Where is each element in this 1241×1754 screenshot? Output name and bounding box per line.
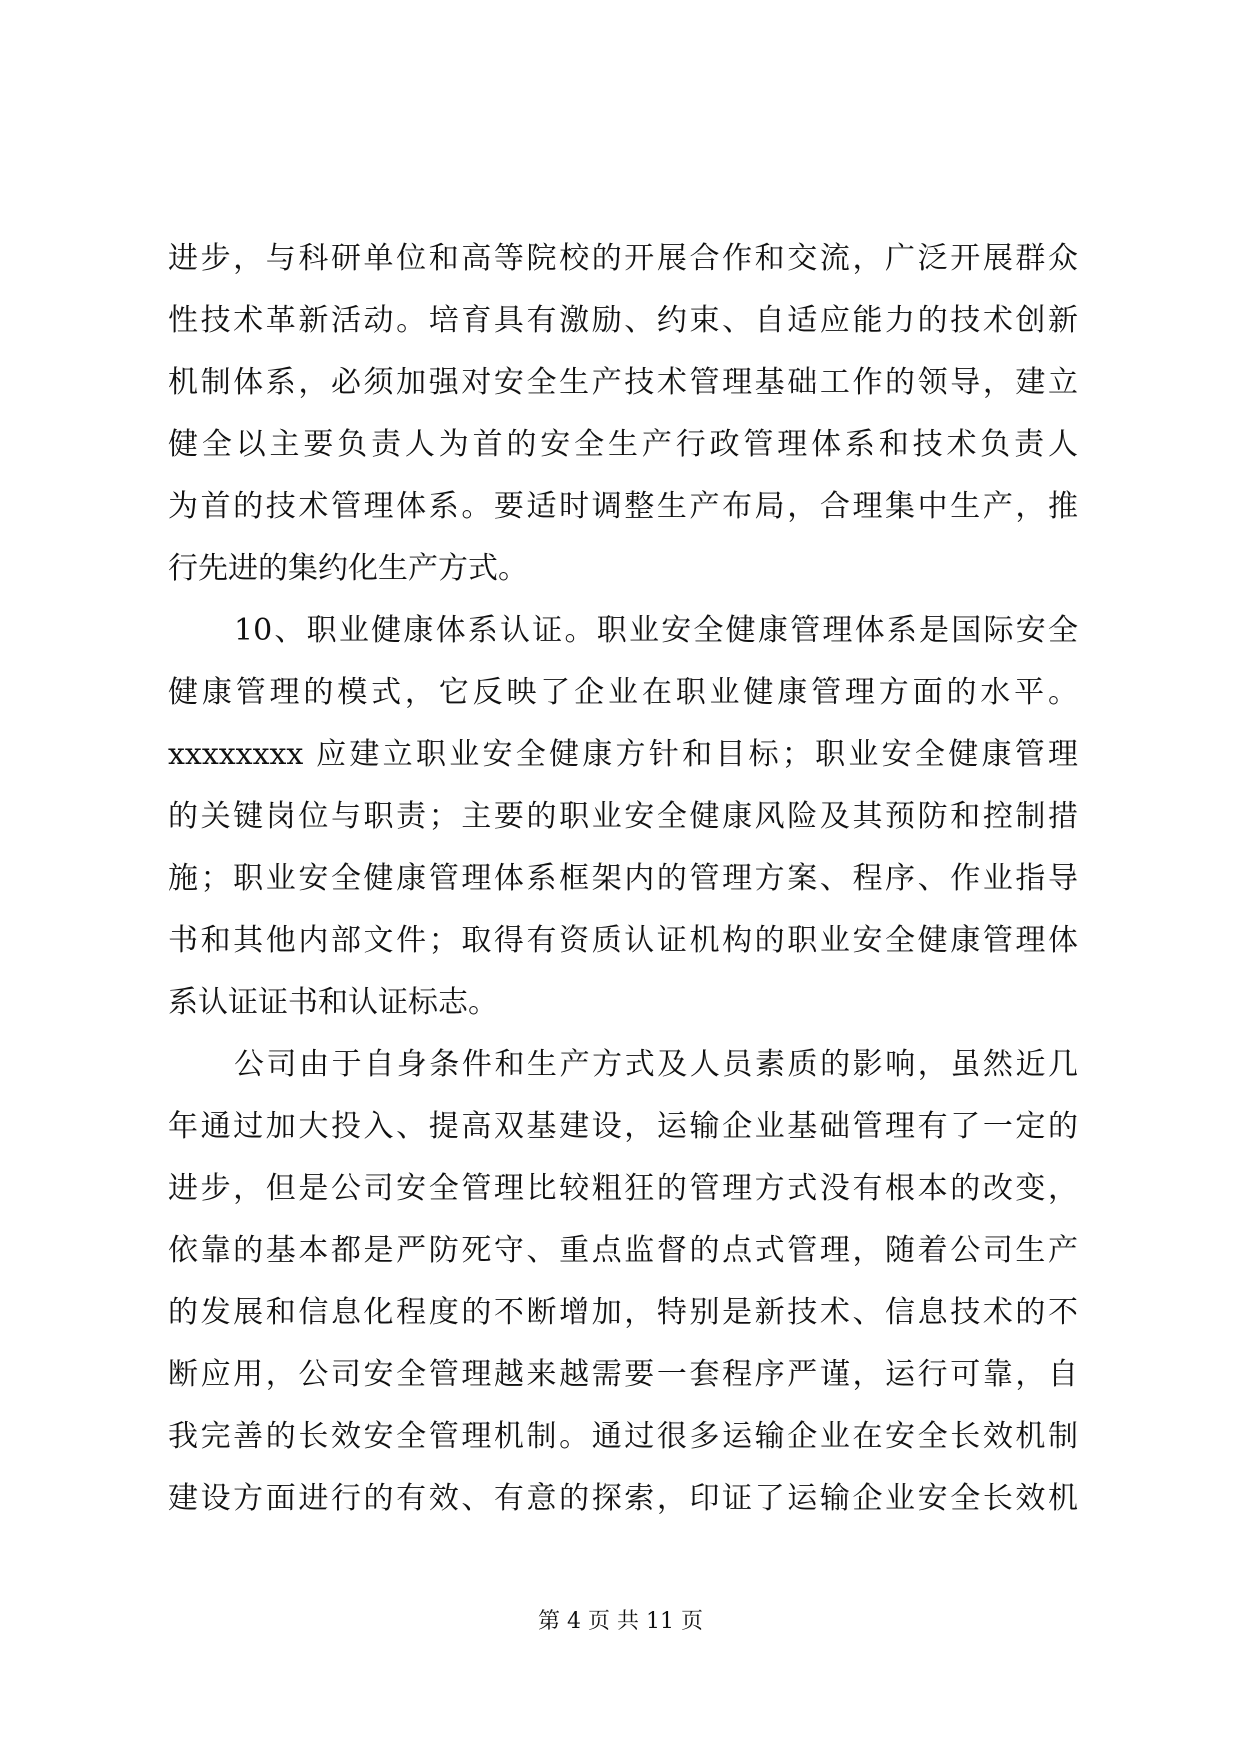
paragraph-2-line-2: 健康管理的模式，它反映了企业在职业健康管理方面的水平。 <box>168 675 1078 710</box>
paragraph-3-line-1: 公司由于自身条件和生产方式及人员素质的影响，虽然近几 <box>234 1047 1078 1082</box>
paragraph-1-line-3: 机制体系，必须加强对安全生产技术管理基础工作的领导，建立 <box>168 365 1078 400</box>
paragraph-3-line-6: 断应用，公司安全管理越来越需要一套程序严谨，运行可靠，自 <box>168 1357 1078 1392</box>
paragraph-2-line-7: 系认证证书和认证标志。 <box>168 985 498 1020</box>
body-text <box>168 228 1078 1530</box>
paragraph-1-line-5: 为首的技术管理体系。要适时调整生产布局，合理集中生产，推 <box>168 489 1078 524</box>
paragraph-1-line-2: 性技术革新活动。培育具有激励、约束、自适应能力的技术创新 <box>168 303 1078 338</box>
paragraph-3-line-5: 的发展和信息化程度的不断增加，特别是新技术、信息技术的不 <box>168 1295 1078 1330</box>
paragraph-3-line-2: 年通过加大投入、提高双基建设，运输企业基础管理有了一定的 <box>168 1109 1078 1144</box>
page-number-footer: 第 4 页 共 11 页 <box>538 1609 703 1634</box>
paragraph-2-line-1: 10、职业健康体系认证。职业安全健康管理体系是国际安全 <box>234 613 1078 648</box>
paragraph-2-line-5: 施；职业安全健康管理体系框架内的管理方案、程序、作业指导 <box>168 861 1078 896</box>
paragraph-1-line-4: 健全以主要负责人为首的安全生产行政管理体系和技术负责人 <box>168 427 1078 462</box>
paragraph-2-line-6: 书和其他内部文件；取得有资质认证机构的职业安全健康管理体 <box>168 923 1078 958</box>
paragraph-1-line-6: 行先进的集约化生产方式。 <box>168 551 528 586</box>
paragraph-3-line-3: 进步，但是公司安全管理比较粗狂的管理方式没有根本的改变， <box>168 1171 1078 1206</box>
paragraph-3-line-7: 我完善的长效安全管理机制。通过很多运输企业在安全长效机制 <box>168 1419 1078 1454</box>
paragraph-2-line-4: 的关键岗位与职责；主要的职业安全健康风险及其预防和控制措 <box>168 799 1078 834</box>
paragraph-2-line-3: xxxxxxxx 应建立职业安全健康方针和目标；职业安全健康管理 <box>168 737 1078 772</box>
paragraph-3-line-8: 建设方面进行的有效、有意的探索，印证了运输企业安全长效机 <box>168 1481 1078 1516</box>
paragraph-1-line-1: 进步，与科研单位和高等院校的开展合作和交流，广泛开展群众 <box>168 241 1078 276</box>
paragraph-3-line-4: 依靠的基本都是严防死守、重点监督的点式管理，随着公司生产 <box>168 1233 1078 1268</box>
